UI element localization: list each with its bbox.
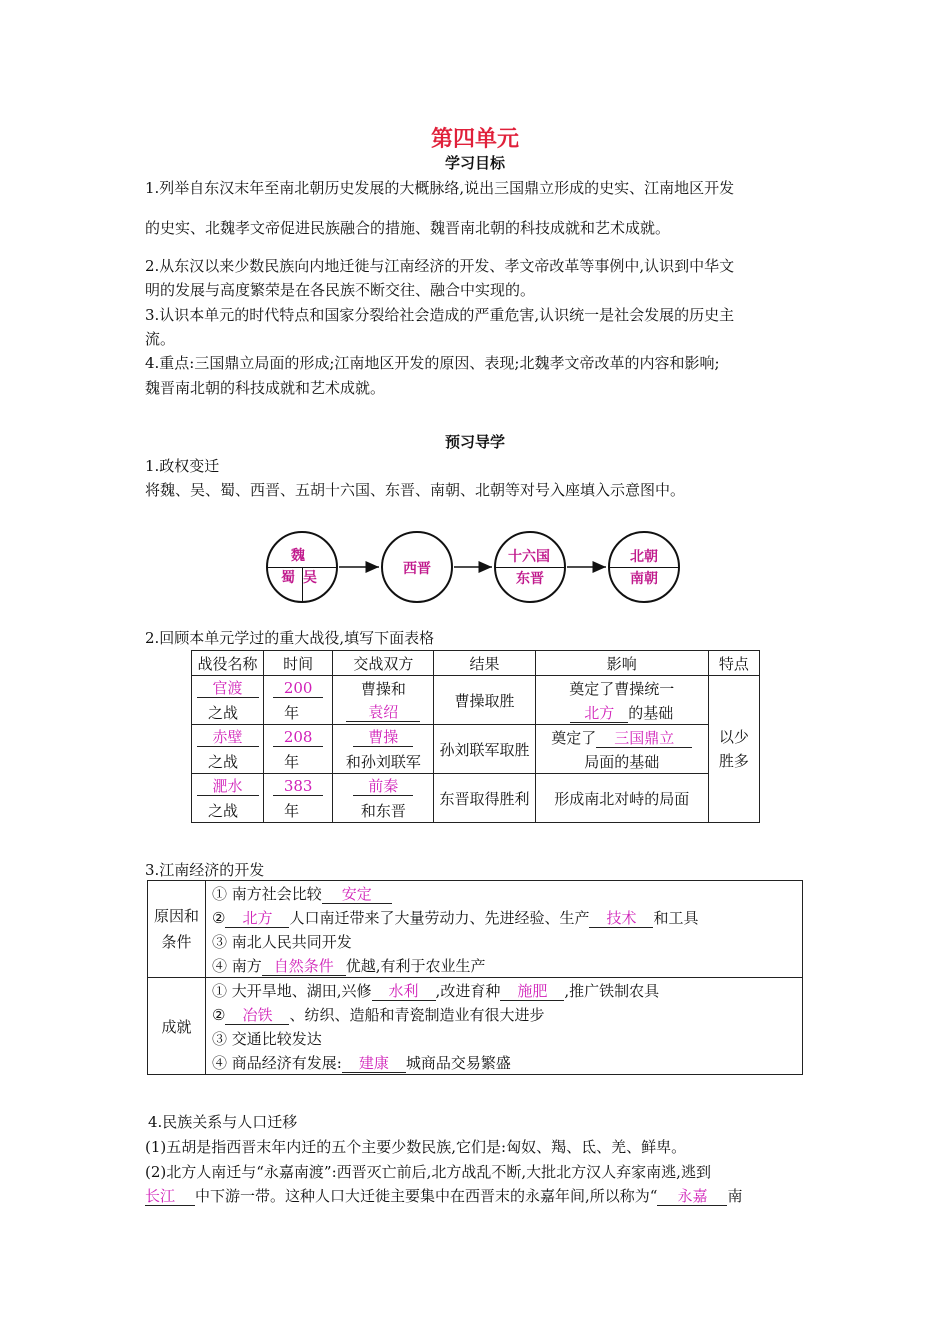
label-western-jin: 西晋 (403, 561, 431, 577)
goal-line: 1.列举自东汉末年至南北朝历史发展的大概脉络,说出三国鼎立形成的史实、江南地区开发 (145, 179, 735, 197)
q1-instruction: 将魏、吴、蜀、西晋、五胡十六国、东晋、南朝、北朝等对号入座填入示意图中。 (145, 481, 686, 499)
table-row (192, 676, 760, 701)
preview-heading: 预习导学 (444, 433, 505, 451)
achieve-item: ① 大开旱地、湖田,兴修 水利 ,改进育种 施肥 ,推广铁制农具 (206, 978, 803, 1003)
goal-line: 流。 (145, 330, 176, 348)
goal-line: 明的发展与高度繁荣是在各民族不断交往、融合中实现的。 (145, 281, 536, 299)
economy-table (147, 880, 803, 1075)
goal-line: 的史实、北魏孝文帝促进民族融合的措施、魏晋南北朝的科技成就和艺术成就。 (145, 219, 671, 237)
impact-pre: 奠定了曹操统一 (535, 676, 708, 701)
label-northern-dynasties: 北朝 (630, 549, 658, 565)
impact-fill: 三国鼎立 (614, 728, 675, 747)
cause-item: ② 北方 人口南迁带来了大量劳动力、先进经验、生产 技术 和工具 (206, 905, 803, 929)
q3-title: 3.江南经济的开发 (145, 861, 265, 879)
impact-pre: 形成南北对峙的局面 (535, 774, 708, 823)
achieve-item: ④ 商品经济有发展: 建康 城商品交易繁盛 (206, 1050, 803, 1075)
goal-line: 4.重点:三国鼎立局面的形成;江南地区开发的原因、表现;北魏孝文帝改革的内容和影响; (145, 354, 720, 372)
battle-name: 官渡 (212, 678, 243, 697)
battle-suffix: 之战 (192, 749, 264, 774)
battle-name: 淝水 (212, 776, 243, 795)
parties-post: 和东晋 (333, 798, 434, 823)
label-shu: 蜀 (281, 570, 295, 586)
battle-year: 383 (283, 776, 313, 795)
table-header-row (192, 651, 760, 676)
year-suffix: 年 (264, 798, 333, 823)
header-cell: 影响 (535, 651, 708, 676)
page-title: 第四单元 (430, 126, 519, 152)
battle-suffix: 之战 (192, 798, 264, 823)
table-row (192, 725, 760, 750)
table-row (192, 774, 760, 799)
battle-result: 东晋取得胜利 (434, 774, 535, 823)
year-suffix: 年 (264, 700, 333, 725)
parties-post: 和孙刘联军 (333, 749, 434, 774)
label-sixteen-kingdoms: 十六国 (508, 549, 550, 565)
battle-name: 赤壁 (212, 727, 243, 746)
achieve-item: ③ 交通比较发达 (206, 1026, 803, 1050)
cause-label: 原因和条件 (148, 881, 206, 978)
battle-feature: 以少胜多 (708, 676, 759, 823)
header-cell: 时间 (264, 651, 333, 676)
q4-title: 4.民族关系与人口迁移 (148, 1113, 298, 1131)
parties-fill: 袁绍 (368, 702, 399, 721)
header-cell: 特点 (708, 651, 759, 676)
goal-line: 3.认识本单元的时代特点和国家分裂给社会造成的严重危害,认识统一是社会发展的历史主 (145, 306, 735, 324)
battle-result: 曹操取胜 (434, 676, 535, 725)
impact-fill: 北方 (584, 703, 615, 722)
q2-title: 2.回顾本单元学过的重大战役,填写下面表格 (145, 629, 435, 647)
q4-p1: (1)五胡是指西晋末年内迁的五个主要少数民族,它们是:匈奴、羯、氐、羌、鲜卑。 (145, 1138, 687, 1156)
label-wu: 吴 (303, 570, 317, 586)
q4-p2: (2)北方人南迁与“永嘉南渡”:西晋灭亡前后,北方战乱不断,大批北方汉人弃家南逃,逃到 (145, 1163, 711, 1181)
achieve-item: ② 冶铁 、纺织、造船和青瓷制造业有很大进步 (206, 1002, 803, 1026)
goal-line: 魏晋南北朝的科技成就和艺术成就。 (145, 379, 386, 397)
impact-post: 局面的基础 (535, 749, 708, 774)
battle-table (191, 650, 760, 823)
cause-item: ④ 南方 自然条件 优越,有利于农业生产 (206, 953, 803, 978)
goals-heading: 学习目标 (444, 154, 505, 172)
q4-p3: 长江 中下游一带。这种人口大迁徙主要集中在西晋末的永嘉年间,所以称为“ 永嘉 南 (145, 1187, 743, 1205)
header-cell: 战役名称 (192, 651, 264, 676)
cause-item: ③ 南北人民共同开发 (206, 929, 803, 953)
year-suffix: 年 (264, 749, 333, 774)
cause-item: ① 南方社会比较 安定 (206, 881, 803, 906)
header-cell: 结果 (434, 651, 535, 676)
achieve-label: 成就 (148, 978, 206, 1075)
parties-fill: 曹操 (368, 727, 399, 746)
parties-fill: 前秦 (368, 776, 399, 795)
impact-pre: 奠定了 (551, 728, 597, 747)
battle-year: 200 (283, 678, 313, 697)
battle-suffix: 之战 (192, 700, 264, 725)
battle-result: 孙刘联军取胜 (434, 725, 535, 774)
label-southern-dynasties: 南朝 (630, 571, 658, 587)
parties-pre: 曹操和 (333, 676, 434, 701)
header-cell: 交战双方 (333, 651, 434, 676)
q1-title: 1.政权变迁 (145, 457, 220, 475)
goal-line: 2.从东汉以来少数民族向内地迁徙与江南经济的开发、孝文帝改革等事例中,认识到中华文 (145, 257, 735, 275)
label-eastern-jin: 东晋 (516, 571, 544, 587)
label-wei: 魏 (291, 548, 305, 564)
battle-year: 208 (283, 727, 313, 746)
impact-post: 的基础 (628, 703, 674, 722)
